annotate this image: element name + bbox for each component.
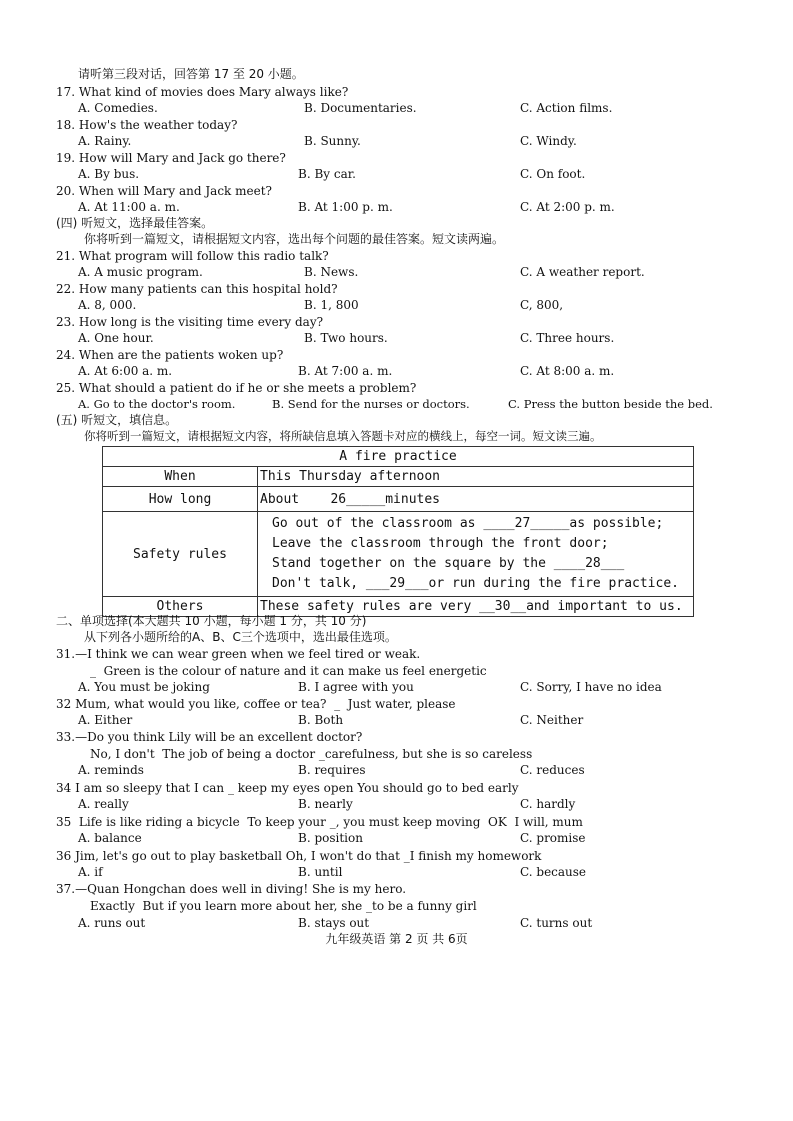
q36-stem: 36 Jim, let's go out to play basketball Oh, I won't do that _I finish my homework [56,849,542,863]
q23-stem: 23. How long is the visiting time every day? [56,315,324,329]
q18-stem: 18. How's the weather today? [56,118,238,132]
q32-stem: 32 Mum, what would you like, coffee or tea? _ Just water, please [56,697,456,711]
q19-option-c: C. On foot. [520,167,586,181]
q24-option-c: C. At 8:00 a. m. [520,364,615,378]
q37-stem-reply: Exactly But if you learn more about her, she _to be a funny girl [90,899,477,913]
section5-title: (五) 听短文，填信息。 [56,413,178,427]
part2-title: 二、单项选择(本大题共 10 小题，每小题 1 分，共 10 分) [56,614,367,628]
q37-option-b: B. stays out [298,916,370,930]
q22-stem: 22. How many patients can this hospital hold? [56,282,338,296]
q18-option-a: A. Rainy. [78,134,132,148]
q34-option-b: B. nearly [298,797,353,811]
section4-title: (四) 听短文，选择最佳答案。 [56,216,214,230]
q36-option-b: B. until [298,865,343,879]
q32-option-c: C. Neither [520,713,584,727]
q20-option-b: B. At 1:00 p. m. [298,200,393,214]
safety-rule-1: Go out of the classroom as ____27_____as possible; [272,516,664,531]
q34-option-a: A. really [78,797,129,811]
table-row-safety-rules [103,512,694,597]
q18-option-c: C. Windy. [520,134,577,148]
q33-stem-reply: No, I don't The job of being a doctor _carefulness, but she is so careless [90,747,533,761]
q24-option-b: B. At 7:00 a. m. [298,364,393,378]
section4-intro: 你将听到一篇短文，请根据短文内容，选出每个问题的最佳答案。短文读两遍。 [84,232,505,246]
q33-option-a: A. reminds [78,763,144,777]
q37-stem: 37.—Quan Hongchan does well in diving! She is my hero. [56,882,407,896]
part3-intro: 请听第三段对话，回答第 17 至 20 小题。 [78,67,304,81]
q36-option-a: A. if [78,865,103,879]
q19-stem: 19. How will Mary and Jack go there? [56,151,286,165]
q17-option-c: C. Action films. [520,101,613,115]
page-footer: 九年级英语 第 2 页 共 6页 [325,932,468,946]
table-title-row [103,447,694,467]
q34-stem: 34 I am so sleepy that I can _ keep my eyes open You should go to bed early [56,781,519,795]
q21-option-b: B. News. [304,265,359,279]
q36-option-c: C. because [520,865,587,879]
q33-stem: 33.—Do you think Lily will be an excellent doctor? [56,730,363,744]
q32-option-b: B. Both [298,713,344,727]
q22-option-a: A. 8, 000. [78,298,137,312]
q17-option-b: B. Documentaries. [304,101,417,115]
q31-stem: 31.—I think we can wear green when we feel tired or weak. [56,647,421,661]
q24-option-a: A. At 6:00 a. m. [78,364,173,378]
q23-option-b: B. Two hours. [304,331,388,345]
section5-intro: 你将听到一篇短文，请根据短文内容，将所缺信息填入答题卡对应的横线上，每空一词。短文读三遍。 [84,429,602,443]
q21-option-c: C. A weather report. [520,265,645,279]
q21-option-a: A. A music program. [78,265,203,279]
q35-option-c: C. promise [520,831,586,845]
q25-stem: 25. What should a patient do if he or she meets a problem? [56,381,417,395]
q33-option-b: B. requires [298,763,366,777]
safety-rules-label: Safety rules [103,512,258,597]
q31-option-a: A. You must be joking [78,680,210,694]
q19-option-a: A. By bus. [78,167,140,181]
q22-option-c: C, 800, [520,298,564,312]
when-label: When [103,467,258,487]
q35-option-b: B. position [298,831,363,845]
part2-intro: 从下列各小题所给的A、B、C三个选项中，选出最佳选项。 [84,630,397,644]
q32-option-a: A. Either [78,713,133,727]
others-value: These safety rules are very __30__and important to us. [258,597,694,617]
safety-rule-4: Don't talk, ___29___or run during the fire practice. [272,576,679,591]
table-row-how-long [103,487,694,512]
others-label: Others [103,597,258,617]
q23-option-a: A. One hour. [78,331,154,345]
q23-option-c: C. Three hours. [520,331,615,345]
safety-rule-2: Leave the classroom through the front door; [272,536,609,551]
q20-option-a: A. At 11:00 a. m. [78,200,180,214]
q22-option-b: B. 1, 800 [304,298,359,312]
q31-stem-reply: _ Green is the colour of nature and it can make us feel energetic [90,664,487,678]
q25-option-c: C. Press the button beside the bed. [508,397,713,411]
q31-option-c: C. Sorry, I have no idea [520,680,662,694]
safety-rule-3: Stand together on the square by the ____28___ [272,556,625,571]
q31-option-b: B. I agree with you [298,680,414,694]
q24-stem: 24. When are the patients woken up? [56,348,284,362]
q37-option-a: A. runs out [78,916,146,930]
q35-stem: 35 Life is like riding a bicycle To keep your _, you must keep moving OK I will, mum [56,815,583,829]
q37-option-c: C. turns out [520,916,593,930]
q34-option-c: C. hardly [520,797,576,811]
q20-stem: 20. When will Mary and Jack meet? [56,184,272,198]
q35-option-a: A. balance [78,831,142,845]
how-long-value: About 26_____minutes [258,487,694,512]
table-row-when [103,467,694,487]
how-long-label: How long [103,487,258,512]
q17-stem: 17. What kind of movies does Mary always like? [56,85,349,99]
when-value: This Thursday afternoon [258,467,694,487]
q18-option-b: B. Sunny. [304,134,361,148]
q21-stem: 21. What program will follow this radio talk? [56,249,329,263]
table-title: A fire practice [103,447,694,467]
fire-practice-table [102,446,694,617]
q25-option-b: B. Send for the nurses or doctors. [272,397,470,411]
q20-option-c: C. At 2:00 p. m. [520,200,615,214]
q19-option-b: B. By car. [298,167,356,181]
q17-option-a: A. Comedies. [78,101,158,115]
q25-option-a: A. Go to the doctor's room. [78,397,236,411]
safety-rules-cell [258,512,694,597]
q33-option-c: C. reduces [520,763,585,777]
